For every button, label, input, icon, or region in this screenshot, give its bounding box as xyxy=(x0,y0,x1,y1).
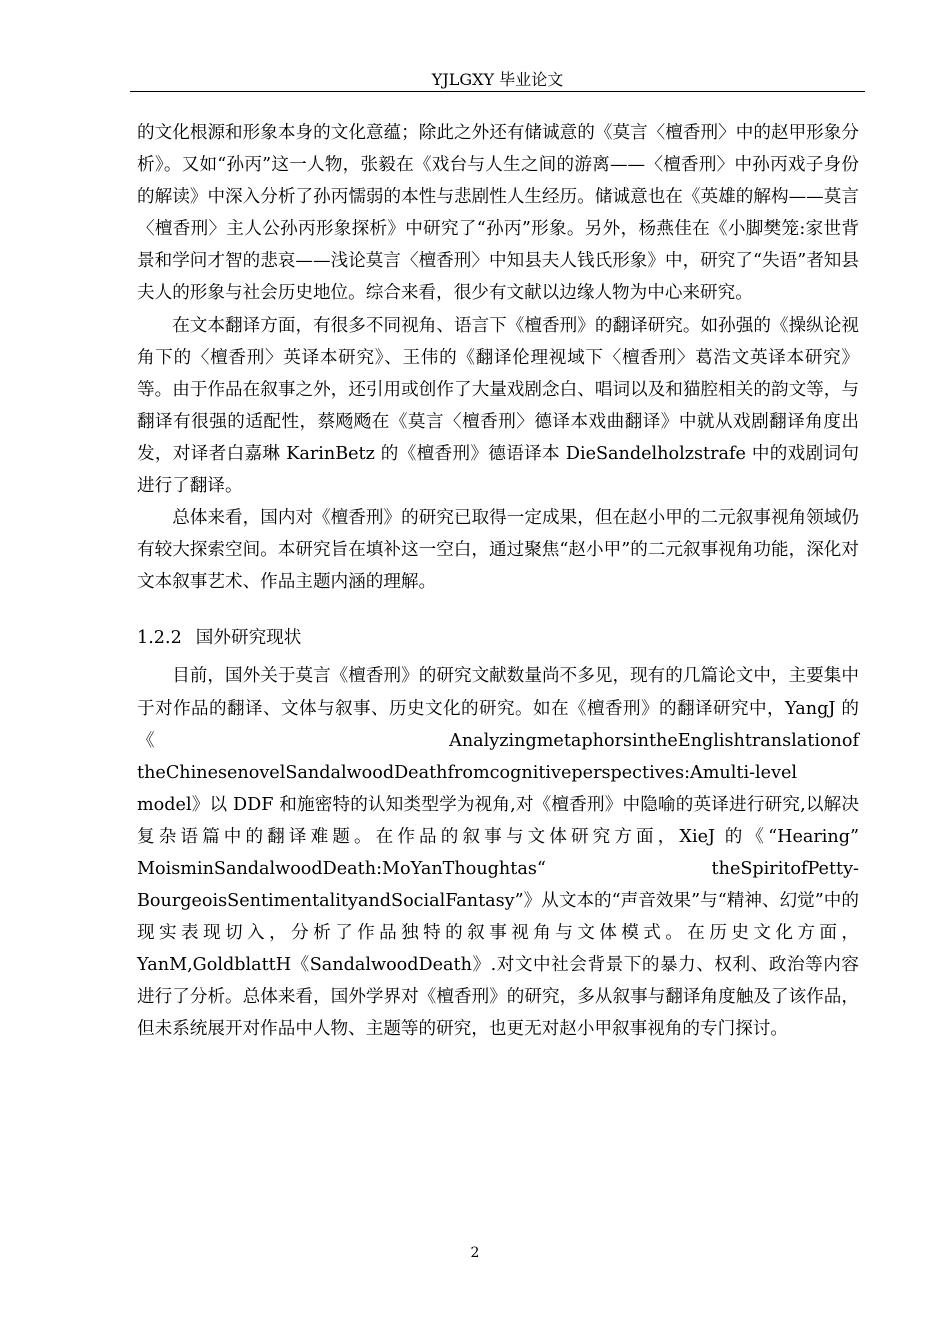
header-rule xyxy=(130,91,865,92)
paragraph-3: 总体来看，国内对《檀香刑》的研究已取得一定成果，但在赵小甲的二元叙事视角领域仍有较大探索空间。本研究旨在填补这一空白，通过聚焦“赵小甲”的二元叙事视角功能，深化对文本叙事艺术、作品主题内涵的理解。 xyxy=(137,508,859,593)
paragraph-2: 在文本翻译方面，有很多不同视角、语言下《檀香刑》的翻译研究。如孙强的《操纵论视角下的〈檀香刑〉英译本研究》、王伟的《翻译伦理视域下〈檀香刑〉葛浩文英译本研究》等。由于作品在叙事之外，还引用或创作了大量戏剧念白、唱词以及和猫腔相关的韵文等，与翻译有很强的适配性，蔡飏飏在《莫言〈檀香刑〉德译本戏曲翻译》中就从戏剧翻译角度出发，对译者白嘉琳 KarinBetz 的《檀香刑》德语译本 DieSandelholzstrafe 中的戏剧词句进行了翻译。 xyxy=(137,315,859,497)
page-number: 2 xyxy=(470,1245,480,1261)
paragraph-4: 目前，国外关于莫言《檀香刑》的研究文献数量尚不多见，现有的几篇论文中，主要集中于对作品的翻译、文体与叙事、历史文化的研究。如在《檀香刑》的翻译研究中，YangJ 的《AnalyzingmetaphorsintheEnglishtranslationof theChinesenovelSandalwoodDeathfromcognitiveperspectives:Amulti-level model》以 DDF 和施密特的认知类型学为视角,对《檀香刑》中隐喻的英译进行研究,以解决复杂语篇中的翻译难题。在作品的叙事与文体研究方面，XieJ 的《“Hearing” MoisminSandalwoodDeath:MoYanThoughtas“ theSpiritofPetty-BourgeoisSentimentalityandSocialFantasy”》从文本的“声音效果”与“精神、幻觉”中的现实表现切入，分析了作品独特的叙事视角与文体模式。在历史文化方面，YanM,GoldblattH《SandalwoodDeath》.对文中社会背景下的暴力、权利、政治等内容进行了分析。总体来看，国外学界对《檀香刑》的研究，多从叙事与翻译角度触及了该作品，但未系统展开对作品中人物、主题等的研究，也更无对赵小甲叙事视角的专门探讨。 xyxy=(137,666,859,1040)
section-number: 1.2.2 xyxy=(137,628,182,649)
paragraph-1: 的文化根源和形象本身的文化意蕴；除此之外还有储诚意的《莫言〈檀香刑〉中的赵甲形象分析》。又如“孙丙”这一人物，张毅在《戏台与人生之间的游离——〈檀香刑〉中孙丙戏子身份的解读》中深入分析了孙丙懦弱的本性与悲剧性人生经历。储诚意也在《英雄的解构——莫言〈檀香刑〉主人公孙丙形象探析》中研究了“孙丙”形象。另外，杨燕佳在《小脚樊笼:家世背景和学问才智的悲哀——浅论莫言〈檀香刑〉中知县夫人钱氏形象》中，研究了“失语”者知县夫人的形象与社会历史地位。综合来看，很少有文献以边缘人物为中心来研究。 xyxy=(137,123,859,304)
document-body xyxy=(137,117,859,1046)
page-header: YJLGXY 毕业论文 xyxy=(431,70,564,89)
section-title: 国外研究现状 xyxy=(195,628,302,649)
section-heading xyxy=(137,622,859,654)
